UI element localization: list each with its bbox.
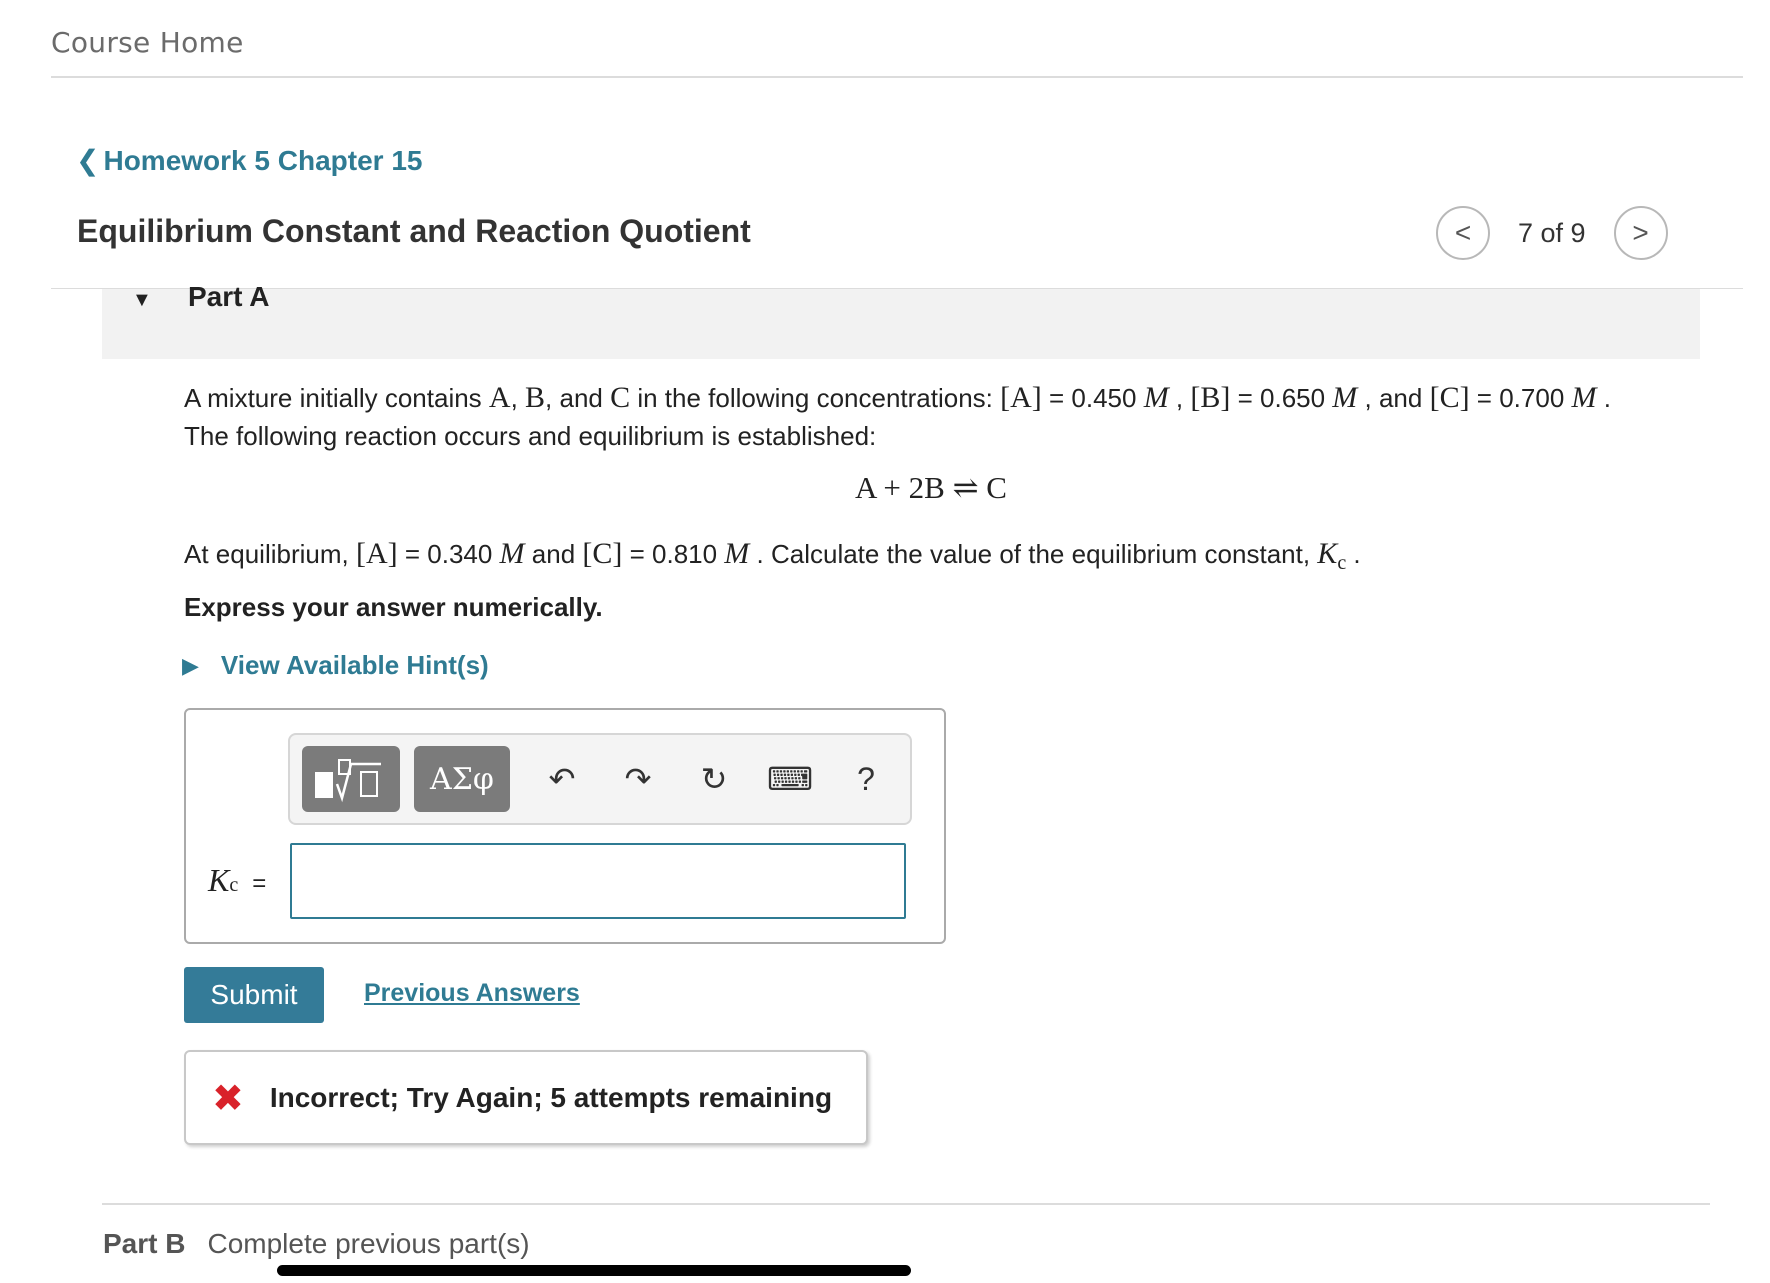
back-to-assignment-link[interactable] [76, 144, 422, 177]
answer-instruction: Express your answer numerically. [184, 592, 603, 622]
feedback-message [184, 1050, 868, 1145]
chevron-right-icon: > [1632, 217, 1649, 248]
collapse-triangle-icon[interactable]: ▼ [132, 289, 152, 311]
chevron-left-icon: < [1454, 217, 1472, 248]
help-icon: ? [857, 760, 875, 797]
page-title: Equilibrium Constant and Reaction Quotient [77, 213, 751, 249]
previous-item-button[interactable] [1436, 206, 1490, 260]
problem-statement-line-1: A mixture initially contains A, B, and C in the following concentrations: [A] = 0.450 M , [B] = 0.650 M , and [C] = 0.700 M . [184, 381, 1611, 414]
play-triangle-icon: ▶ [182, 652, 199, 678]
part-divider [102, 1203, 1710, 1205]
next-item-button[interactable] [1614, 206, 1668, 260]
reset-button[interactable] [676, 746, 752, 812]
greek-symbols-button[interactable] [414, 746, 510, 812]
help-button[interactable] [828, 746, 904, 812]
home-indicator-bar [277, 1265, 911, 1276]
keyboard-icon: ⌨ [766, 761, 814, 797]
item-position: 7 of 9 [1518, 217, 1586, 248]
item-pager [1436, 206, 1668, 260]
assignment-name: Homework 5 Chapter 15 [103, 144, 423, 176]
submit-button[interactable]: Submit [184, 967, 324, 1023]
view-hints-label: View Available Hint(s) [220, 650, 489, 680]
chevron-left-icon: ❮ [76, 145, 100, 176]
kc-answer-input[interactable] [290, 843, 906, 919]
error-x-icon: ✖ [212, 1075, 244, 1120]
problem-statement-line-2: The following reaction occurs and equilibrium is established: [184, 421, 877, 451]
course-home-link[interactable]: Course Home [51, 26, 244, 59]
redo-button[interactable] [600, 746, 676, 812]
part-a-label: Part A [188, 281, 270, 312]
top-divider [51, 76, 1743, 78]
part-a-header[interactable] [102, 281, 1700, 359]
greek-symbols-icon: ΑΣφ [430, 761, 494, 797]
undo-icon: ↶ [548, 761, 576, 797]
reaction-equation: A + 2B ⇌ C [855, 470, 1007, 505]
problem-statement-line-3: At equilibrium, [A] = 0.340 M and [C] = 0.810 M . Calculate the value of the equilibrium constant, $K_c$ . [184, 537, 1361, 575]
answer-area [184, 708, 946, 944]
feedback-text: Incorrect; Try Again; 5 attempts remaining [269, 1081, 833, 1113]
templates-icon [311, 754, 391, 804]
previous-answers-link[interactable]: Previous Answers [364, 979, 580, 1007]
keyboard-button[interactable] [752, 746, 828, 812]
part-b-status: Complete previous part(s) [207, 1228, 530, 1259]
part-b-label: Part B [103, 1228, 186, 1259]
reset-icon: ↻ [700, 761, 728, 797]
kc-label: K c = [208, 862, 267, 898]
part-b-header[interactable] [103, 1228, 530, 1260]
templates-button[interactable] [302, 746, 400, 812]
redo-icon: ↷ [624, 761, 652, 797]
math-toolbar [288, 733, 912, 825]
undo-button[interactable] [524, 746, 600, 812]
view-hints-toggle[interactable] [182, 650, 489, 681]
